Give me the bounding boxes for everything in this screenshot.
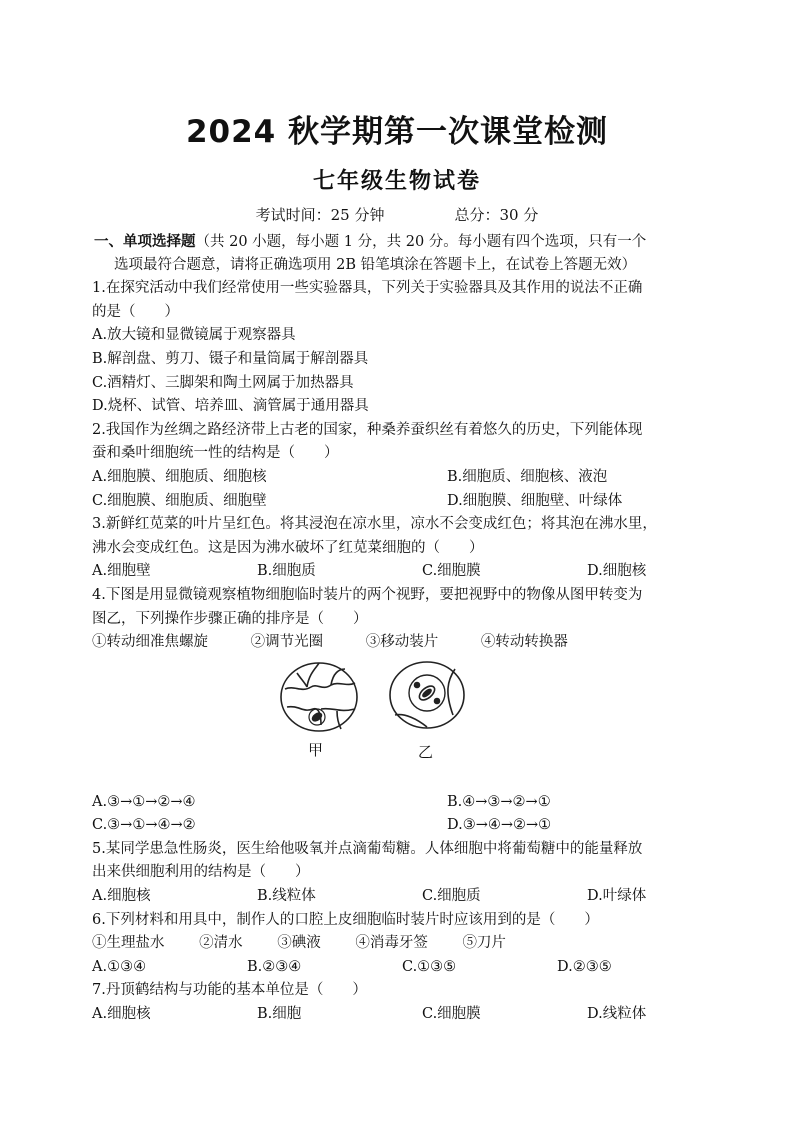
option-b: B.②③④ [247, 958, 302, 975]
exam-meta [0, 204, 794, 225]
question-stem: 蚕和桑叶细胞统一性的结构是（ ） [92, 445, 339, 462]
question-1 [92, 277, 712, 419]
question-stem: 1.在探究活动中我们经常使用一些实验器具，下列关于实验器具及其作用的说法不正确 [92, 280, 643, 297]
option-d: D.烧杯、试管、培养皿、滴管属于通用器具 [92, 398, 369, 415]
materials-row [92, 932, 712, 956]
option-d: D.②③⑤ [557, 958, 612, 975]
option-a: A.细胞核 [92, 888, 151, 905]
page-subtitle: 七年级生物试卷 [312, 168, 481, 194]
options-row [92, 1003, 712, 1027]
section-description: （共 20 小题，每小题 1 分，共 20 分。每小题有四个选项，只有一个 [195, 234, 647, 250]
option-c: C.③→①→④→② [92, 817, 196, 834]
option-d: D.③→④→②→① [447, 817, 552, 834]
option-b: B.细胞质、细胞核、液泡 [447, 468, 608, 485]
option-d: D.细胞核 [587, 563, 647, 580]
option-c: C.细胞膜 [422, 563, 481, 580]
question-stem: 7.丹顶鹤结构与功能的基本单位是（ ） [92, 982, 367, 999]
question-3 [92, 513, 712, 584]
option-c: C.细胞膜、细胞质、细胞壁 [92, 492, 267, 509]
option-c: C.细胞质 [422, 888, 481, 905]
option-b: B.解剖盘、剪刀、镊子和量筒属于解剖器具 [92, 350, 369, 367]
question-6 [92, 909, 712, 980]
exam-time: 考试时间：25 分钟 [255, 206, 385, 224]
question-stem: 出来供细胞利用的结构是（ ） [92, 864, 310, 881]
material-3: ③碘液 [277, 935, 321, 952]
steps-row [92, 631, 712, 655]
question-stem: 5.某同学患急性肠炎，医生给他吸氧并点滴葡萄糖。人体细胞中将葡萄糖中的能量释放 [92, 840, 643, 857]
option-c: C.酒精灯、三脚架和陶土网属于加热器具 [92, 374, 354, 391]
view-yi [390, 662, 464, 728]
option-c: C.细胞膜 [422, 1006, 481, 1023]
question-5 [92, 838, 712, 909]
question-stem: 沸水会变成红色。这是因为沸水破坏了红苋菜细胞的（ ） [92, 539, 484, 556]
options-row [92, 560, 712, 584]
step-2: ②调节光圈 [250, 634, 324, 651]
figure-label-yi: 乙 [418, 742, 434, 761]
option-b: B.④→③→②→① [447, 793, 551, 810]
microscope-figure [92, 655, 712, 765]
option-c: C.①③⑤ [402, 958, 457, 975]
options-row [92, 466, 712, 490]
option-a: A.放大镜和显微镜属于观察器具 [92, 327, 296, 344]
section-description-2: 选项最符合题意，请将正确选项用 2B 铅笔填涂在答题卡上，在试卷上答题无效） [114, 256, 637, 273]
options-row [92, 885, 712, 909]
question-stem: 的是（ ） [92, 303, 179, 320]
section-header [92, 230, 712, 254]
material-5: ⑤刀片 [462, 935, 506, 952]
option-d: D.线粒体 [587, 1006, 647, 1023]
option-a: A.③→①→②→④ [92, 793, 196, 810]
question-stem: 图乙，下列操作步骤正确的排序是（ ） [92, 610, 368, 627]
microscope-views-illustration [277, 655, 477, 747]
option-b: B.线粒体 [257, 888, 316, 905]
option-d: D.叶绿体 [587, 888, 647, 905]
option-a: A.细胞壁 [92, 563, 151, 580]
view-jia [281, 663, 357, 731]
exam-score: 总分：30 分 [454, 206, 539, 224]
option-a: A.细胞核 [92, 1006, 151, 1023]
option-a: A.①③④ [92, 958, 147, 975]
option-a: A.细胞膜、细胞质、细胞核 [92, 468, 267, 485]
figure-label-jia: 甲 [308, 740, 324, 759]
question-list [92, 230, 712, 1027]
option-b: B.细胞 [257, 1006, 302, 1023]
question-stem: 6.下列材料和用具中，制作人的口腔上皮细胞临时装片时应该用到的是（ ） [92, 911, 599, 928]
material-4: ④消毒牙签 [355, 935, 428, 952]
question-stem: 3.新鲜红苋菜的叶片呈红色。将其浸泡在凉水里，凉水不会变成红色；将其泡在沸水里， [92, 516, 657, 533]
material-2: ②清水 [199, 935, 243, 952]
option-d: D.细胞膜、细胞壁、叶绿体 [447, 492, 623, 509]
page-title: 2024 秋学期第一次课堂检测 [185, 114, 609, 150]
material-1: ①生理盐水 [92, 935, 165, 952]
options-row [92, 791, 712, 815]
option-b: B.细胞质 [257, 563, 316, 580]
step-3: ③移动装片 [365, 634, 439, 651]
options-row [92, 814, 712, 838]
step-1: ①转动细准焦螺旋 [92, 634, 208, 651]
question-2 [92, 419, 712, 513]
options-row [92, 956, 712, 980]
step-4: ④转动转换器 [480, 634, 568, 651]
question-7 [92, 979, 712, 1026]
section-title: 一、单项选择题 [94, 233, 196, 250]
question-4 [92, 584, 712, 838]
question-stem: 4.下图是用显微镜观察植物细胞临时装片的两个视野，要把视野中的物像从图甲转变为 [92, 586, 643, 603]
question-stem: 2.我国作为丝绸之路经济带上古老的国家，种桑养蚕织丝有着悠久的历史，下列能体现 [92, 421, 643, 438]
options-row [92, 490, 712, 514]
